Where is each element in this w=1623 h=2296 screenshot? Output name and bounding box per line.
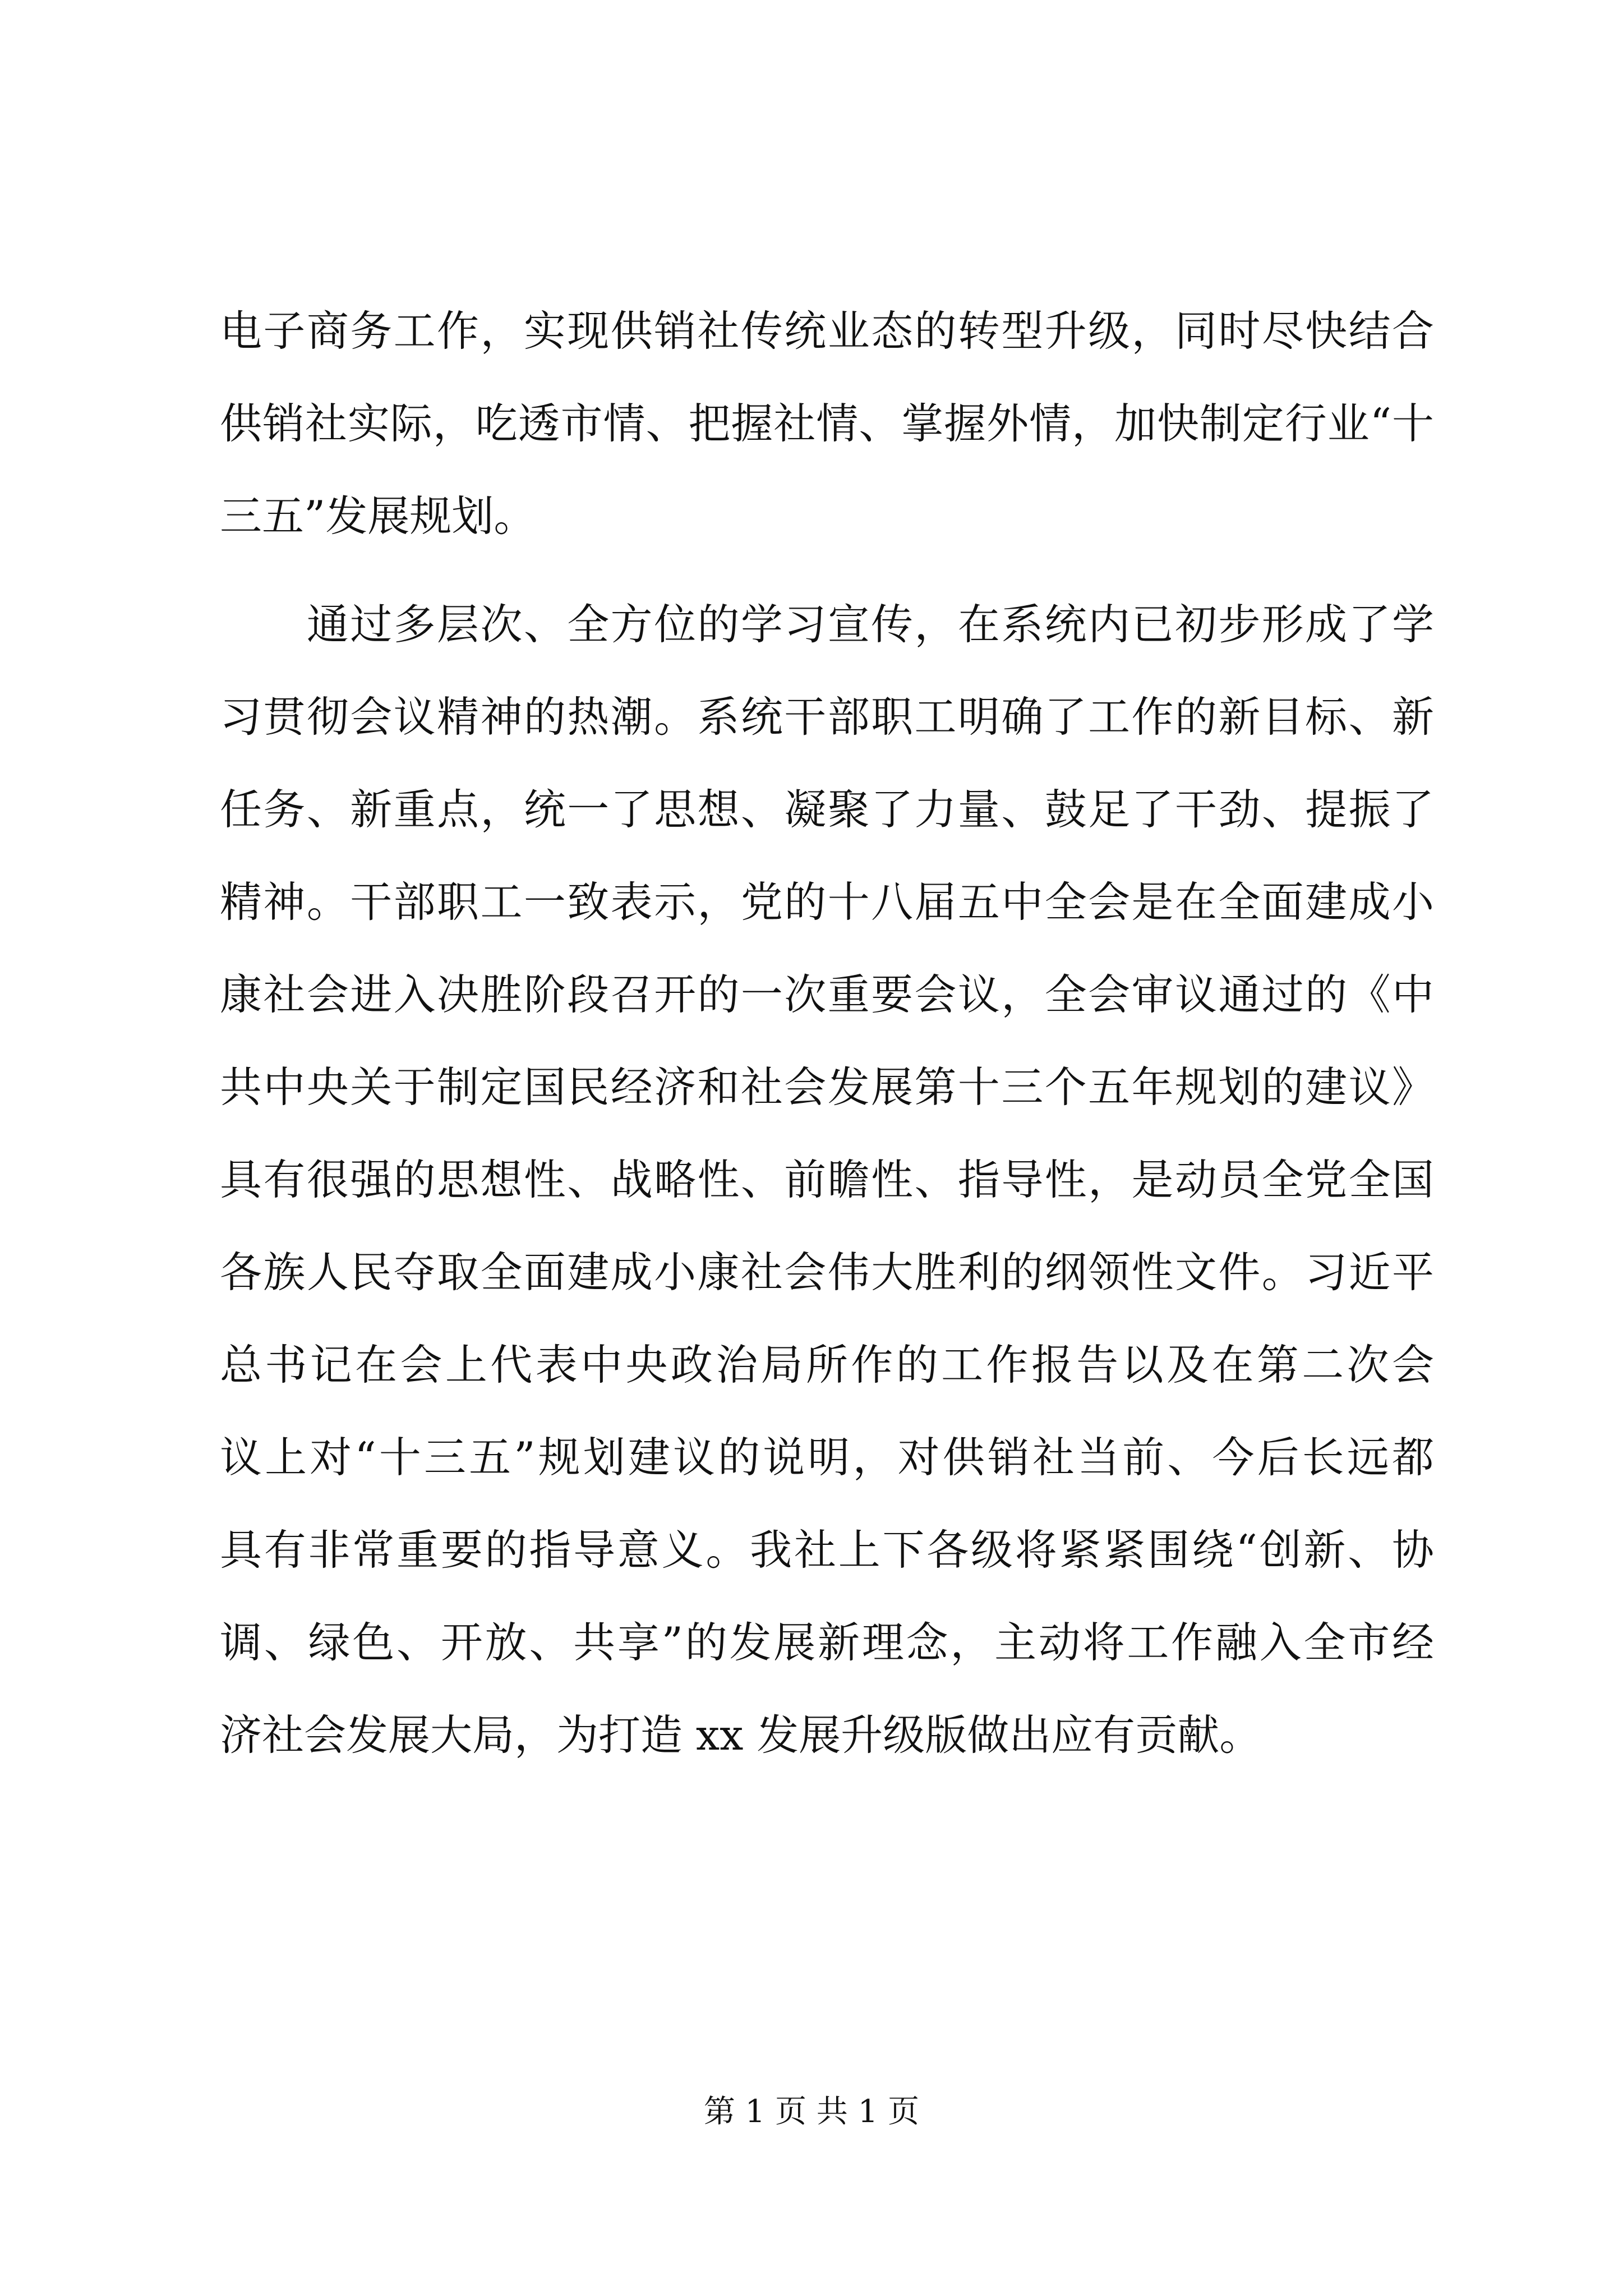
text-line: 议上对“十三五”规划建议的说明，对供销社当前、今后长远都 <box>220 1433 1434 1482</box>
text-line: 济社会发展大局，为打造 xx 发展升级版做出应有贡献。 <box>220 1710 1262 1760</box>
page-number: 第 1 页 共 1 页 <box>703 2093 920 2130</box>
document-body <box>220 285 1434 1782</box>
text-line: 通过多层次、全方位的学习宣传，在系统内已初步形成了学 <box>220 600 1434 649</box>
text-line: 三五”发展规划。 <box>220 491 536 541</box>
text-line: 康社会进入决胜阶段召开的一次重要会议，全会审议通过的《中 <box>220 970 1434 1019</box>
text-line: 具有很强的思想性、战略性、前瞻性、指导性，是动员全党全国 <box>220 1155 1434 1204</box>
text-line: 各族人民夺取全面建成小康社会伟大胜利的纲领性文件。习近平 <box>220 1248 1434 1297</box>
text-line: 共中央关于制定国民经济和社会发展第十三个五年规划的建议》 <box>220 1062 1434 1112</box>
text-line: 调、绿色、开放、共享”的发展新理念，主动将工作融入全市经 <box>220 1618 1434 1667</box>
paragraph-1 <box>220 285 1434 563</box>
text-line: 总书记在会上代表中央政治局所作的工作报告以及在第二次会 <box>220 1340 1434 1389</box>
text-line: 具有非常重要的指导意义。我社上下各级将紧紧围绕“创新、协 <box>220 1525 1434 1575</box>
text-line: 任务、新重点，统一了思想、凝聚了力量、鼓足了干劲、提振了 <box>220 785 1434 834</box>
text-line: 精神。干部职工一致表示，党的十八届五中全会是在全面建成小 <box>220 877 1434 927</box>
paragraph-gap <box>220 563 1434 578</box>
paragraph-2 <box>220 578 1434 1782</box>
text-line: 供销社实际，吃透市情、把握社情、掌握外情，加快制定行业“十 <box>220 399 1434 448</box>
text-line: 电子商务工作，实现供销社传统业态的转型升级，同时尽快结合 <box>220 306 1434 356</box>
text-line: 习贯彻会议精神的热潮。系统干部职工明确了工作的新目标、新 <box>220 692 1434 742</box>
